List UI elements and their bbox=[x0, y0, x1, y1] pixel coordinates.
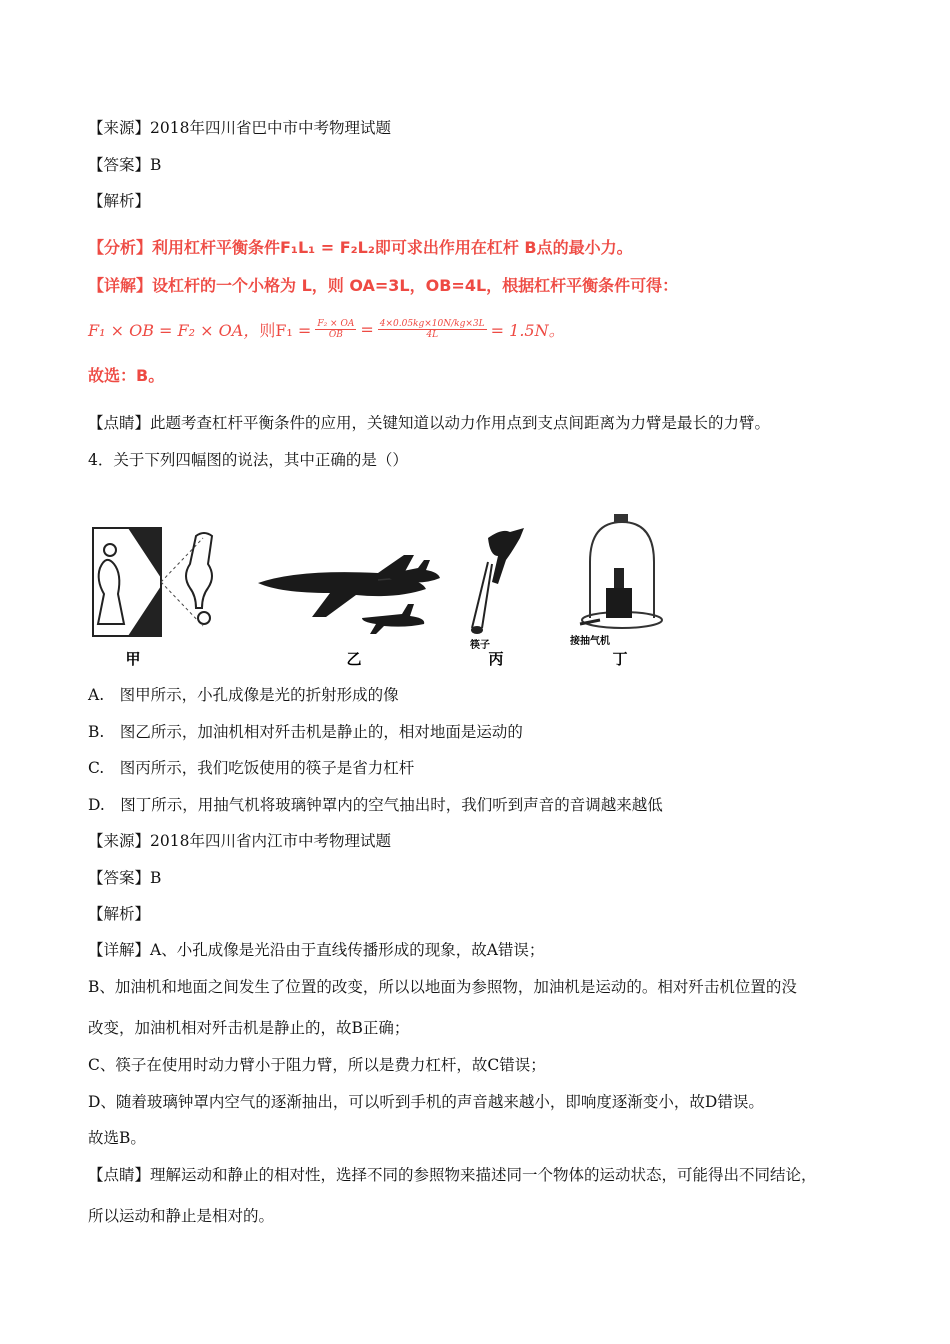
option-d: D. 图丁所示，用抽气机将玻璃钟罩内的空气抽出时，我们听到声音的音调越来越低 bbox=[88, 796, 663, 814]
pump-label: 接抽气机 bbox=[570, 636, 610, 647]
panel-bing-label: 丙 bbox=[488, 650, 504, 668]
q3-analysis-label: 【解析】 bbox=[88, 192, 151, 210]
formula-part1: F₁ × OB = F₂ × OA， bbox=[88, 320, 260, 340]
panel-yi bbox=[258, 555, 440, 668]
q3-source: 【来源】2018年四川省巴中市中考物理试题 bbox=[88, 119, 391, 137]
option-a: A. 图甲所示，小孔成像是光的折射形成的像 bbox=[88, 686, 399, 704]
panel-yi-label: 乙 bbox=[346, 650, 362, 668]
formula-fraction-1 bbox=[315, 319, 356, 340]
detail-line-3: 改变，加油机相对歼击机是静止的，故B正确； bbox=[88, 1019, 410, 1037]
q3-red-analysis: 【分析】利用杠杆平衡条件F₁L₁ = F₂L₂即可求出作用在杠杆 B点的最小力。 bbox=[88, 238, 633, 257]
panel-ding-label: 丁 bbox=[612, 650, 628, 668]
detail-line-6: 故选B。 bbox=[88, 1129, 146, 1147]
fraction-2-denominator: 4L bbox=[426, 329, 439, 340]
q4-answer: 【答案】B bbox=[88, 869, 162, 887]
fraction-1-denominator: OB bbox=[328, 329, 343, 340]
detail-line-2: B、加油机和地面之间发生了位置的改变，所以以地面为参照物，加油机是运动的。相对歼击机位置的没 bbox=[88, 978, 797, 996]
detail-line-5: D、随着玻璃钟罩内空气的逐渐抽出，可以听到手机的声音越来越小，即响度逐渐变小，故D错误。 bbox=[88, 1093, 764, 1111]
panel-jia-label: 甲 bbox=[125, 650, 141, 668]
detail-line-1: 【详解】A、小孔成像是光沿由于直线传播形成的现象，故A错误； bbox=[88, 941, 545, 959]
formula-part2: 则F₁ = bbox=[259, 320, 312, 340]
panel-bing bbox=[470, 528, 524, 668]
q4-source: 【来源】2018年四川省内江市中考物理试题 bbox=[88, 832, 391, 850]
q4-comment-line-1: 【点睛】理解运动和静止的相对性，选择不同的参照物来描述同一个物体的运动状态，可能得出不同结论， bbox=[88, 1166, 817, 1184]
chopsticks-label: 筷子 bbox=[470, 640, 490, 651]
q3-answer: 【答案】B bbox=[88, 156, 162, 174]
q4-comment-line-2: 所以运动和静止是相对的。 bbox=[88, 1207, 275, 1225]
fraction-1-numerator: F₂ × OA bbox=[317, 318, 355, 329]
panel-jia bbox=[93, 528, 212, 668]
option-b: B. 图乙所示，加油机相对歼击机是静止的，相对地面是运动的 bbox=[88, 723, 523, 741]
q3-formula: F₁ × OB = F₂ × OA， 则F₁ = $\frac{\text{F₂ × OA}}{OB}$ = $\frac{4\times 0.05kg\times 10N/kg\times 3L}{4L}$ = 1.5N。 bbox=[88, 318, 565, 340]
formula-fraction-2 bbox=[378, 319, 487, 340]
q3-red-detail: 【详解】设杠杆的一个小格为 L，则 OA=3L，OB=4L，根据杠杆平衡条件可得： bbox=[88, 276, 679, 295]
q4-figure-svg bbox=[88, 508, 663, 668]
option-c: C. 图丙所示，我们吃饭使用的筷子是省力杠杆 bbox=[88, 759, 415, 777]
q4-question: 4．关于下列四幅图的说法，其中正确的是（） bbox=[88, 451, 408, 469]
detail-line-4: C、筷子在使用时动力臂小于阻力臂，所以是费力杠杆，故C错误； bbox=[88, 1056, 546, 1074]
panel-ding bbox=[569, 514, 662, 668]
fraction-2-numerator: 4×0.05kg×10N/kg×3L bbox=[379, 318, 485, 329]
q4-analysis-label: 【解析】 bbox=[88, 905, 151, 923]
q3-red-choice: 故选：B。 bbox=[88, 366, 165, 385]
q3-comment: 【点睛】此题考查杠杆平衡条件的应用，关键知道以动力作用点到支点间距离为力臂是最长的力臂。 bbox=[88, 414, 771, 432]
formula-result: = 1.5N。 bbox=[490, 320, 565, 340]
q4-figure bbox=[88, 508, 663, 668]
